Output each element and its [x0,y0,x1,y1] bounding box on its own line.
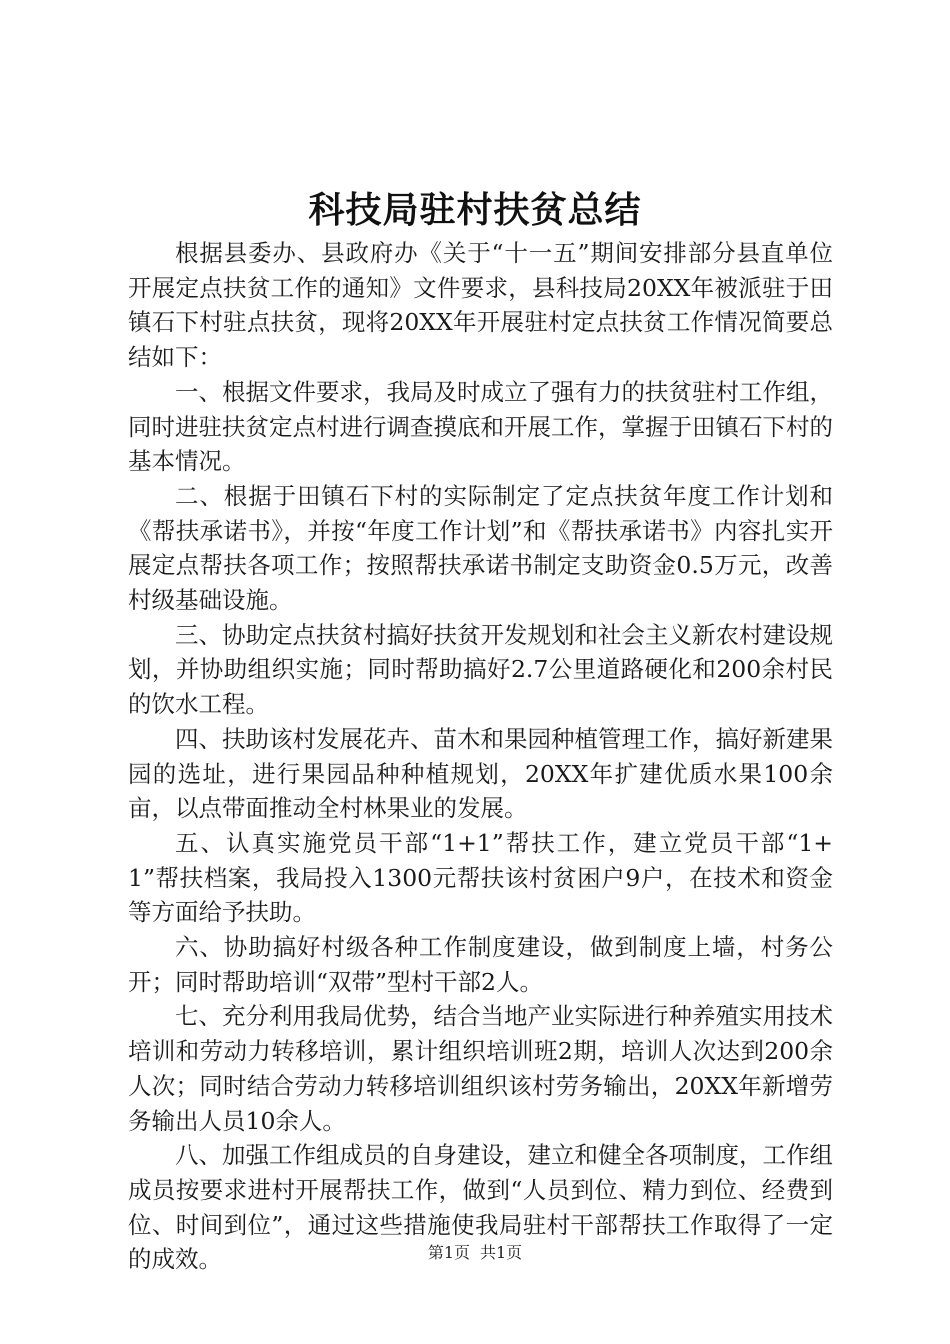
paragraph-item-4: 四、扶助该村发展花卉、苗木和果园种植管理工作，搞好新建果园的选址，进行果园品种种植规划，20XX年扩建优质水果100余亩，以点带面推动全村林果业的发展。 [128,724,833,823]
document-body [128,236,833,1277]
paragraph-item-3: 三、协助定点扶贫村搞好扶贫开发规划和社会主义新农村建设规划，并协助组织实施；同时帮助搞好2.7公里道路硬化和200余村民的饮水工程。 [128,620,833,719]
paragraph-item-2: 二、根据于田镇石下村的实际制定了定点扶贫年度工作计划和《帮扶承诺书》，并按“年度工作计划”和《帮扶承诺书》内容扎实开展定点帮扶各项工作；按照帮扶承诺书制定支助资金0.5万元，改善村级基础设施。 [128,481,833,615]
paragraph-item-8: 八、加强工作组成员的自身建设，建立和健全各项制度，工作组成员按要求进村开展帮扶工作，做到“人员到位、精力到位、经费到位、时间到位”，通过这些措施使我局驻村干部帮扶工作取得了一定的成效。 [128,1141,833,1274]
page-footer [0,1242,950,1264]
paragraph-item-7: 七、充分利用我局优势，结合当地产业实际进行种养殖实用技术培训和劳动力转移培训，累计组织培训班2期，培训人次达到200余人次；同时结合劳动力转移培训组织该村劳务输出，20XX年新增劳务输出人员10余人。 [128,1002,833,1135]
paragraph-item-6: 六、协助搞好村级各种工作制度建设，做到制度上墙，村务公开；同时帮助培训“双带”型村干部2人。 [128,933,833,996]
page-total: 共1页 [480,1243,523,1262]
paragraph-item-5: 五、认真实施党员干部“1+1”帮扶工作，建立党员干部“1+1”帮扶档案，我局投入1300元帮扶该村贫困户9户，在技术和资金等方面给予扶助。 [128,828,833,927]
page-number: 第1页 [427,1243,470,1262]
paragraph-intro: 根据县委办、县政府办《关于“十一五”期间安排部分县直单位开展定点扶贫工作的通知》文件要求，县科技局20XX年被派驻于田镇石下村驻点扶贫，现将20XX年开展驻村定点扶贫工作情况简要总结如下： [128,239,833,372]
paragraph-item-1: 一、根据文件要求，我局及时成立了强有力的扶贫驻村工作组，同时进驻扶贫定点村进行调查摸底和开展工作，掌握于田镇石下村的基本情况。 [128,377,833,476]
document-title: 科技局驻村扶贫总结 [308,189,642,231]
